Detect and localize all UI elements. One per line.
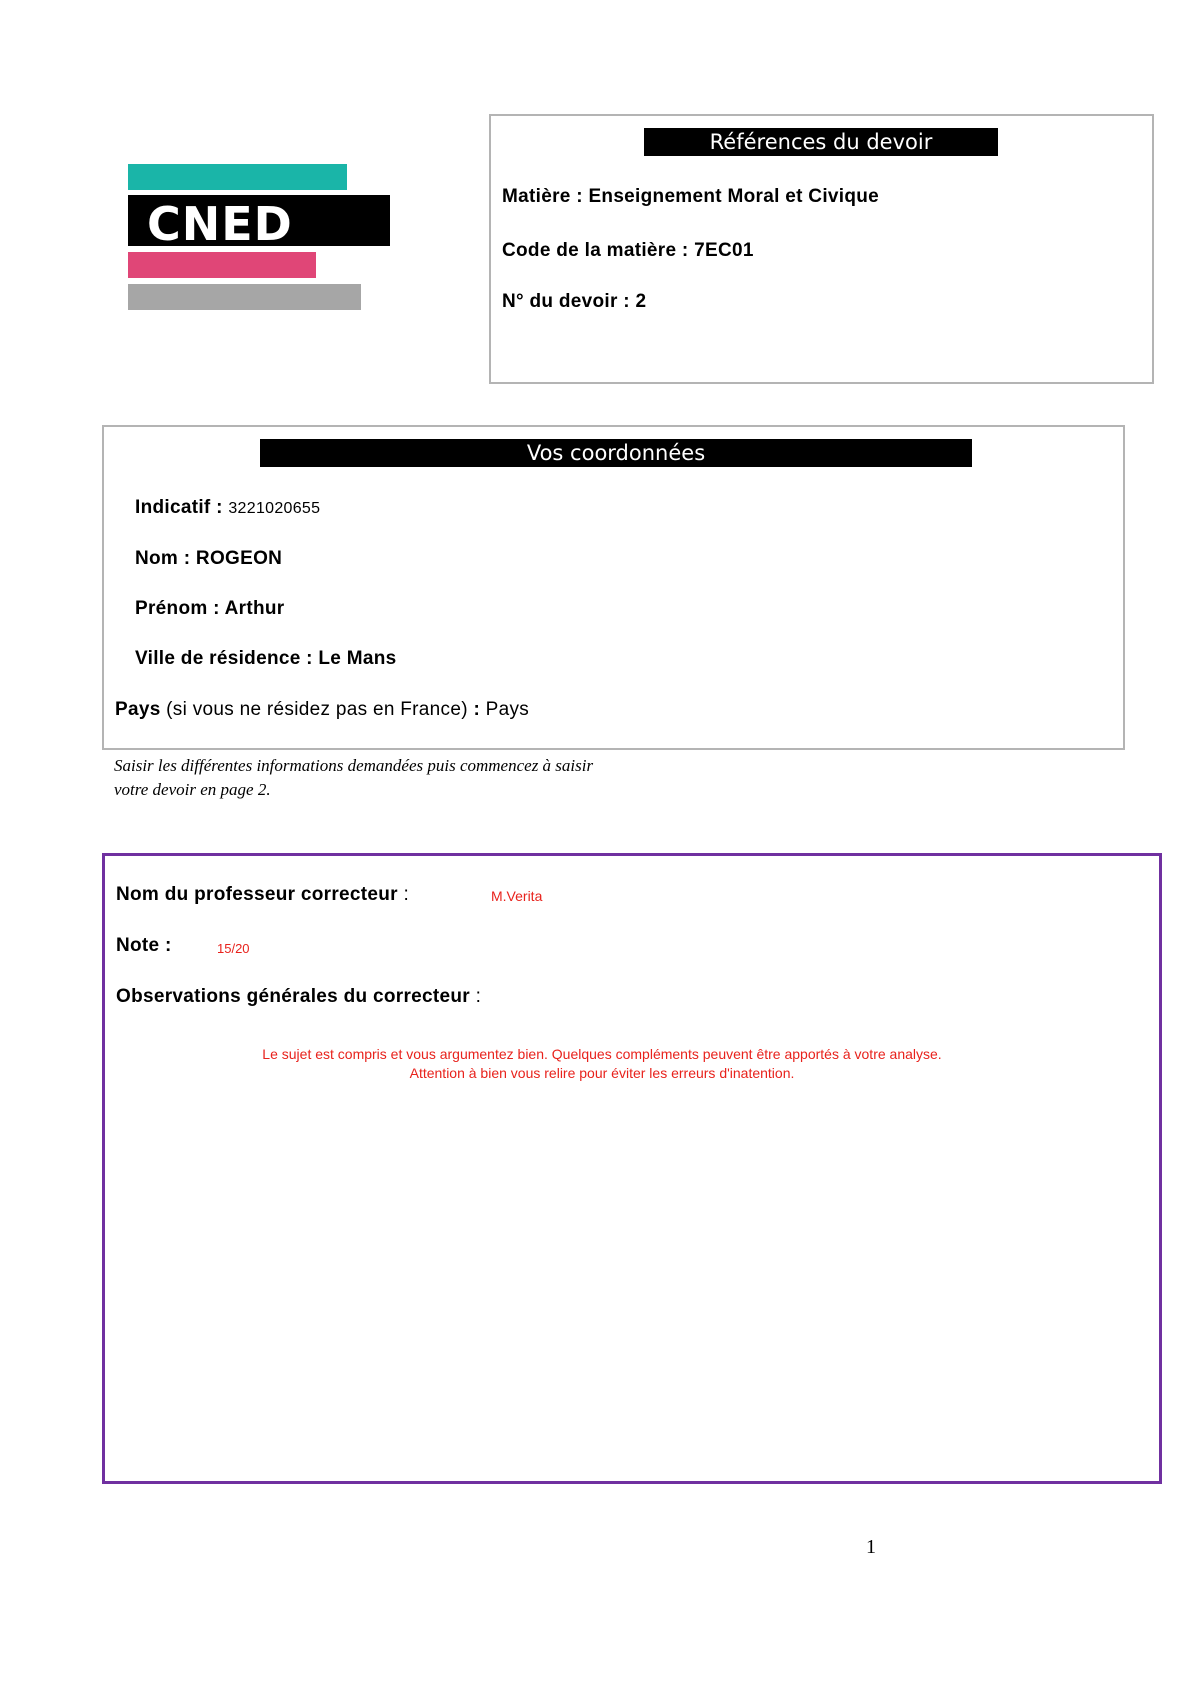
comment-line2: Attention à bien vous relire pour éviter les erreurs d'inatention. [409, 1065, 795, 1081]
indicatif-value[interactable]: 3221020655 [228, 500, 321, 517]
devoir-value[interactable]: 2 [635, 291, 647, 312]
pays-field [115, 699, 529, 721]
matiere-label: Matière : [502, 186, 583, 207]
pays-colon: : [473, 699, 481, 720]
prenom-label: Prénom : [135, 598, 220, 619]
professeur-colon: : [403, 884, 410, 905]
observations-colon: : [475, 986, 482, 1007]
instructions [114, 754, 593, 802]
coordonnees-box [102, 425, 1125, 750]
logo-teal-bar [128, 164, 347, 190]
instructions-line1: Saisir les différentes informations demandées puis commencez à saisir [114, 756, 594, 775]
logo-text: CNED [147, 197, 293, 251]
note-label: Note : [116, 935, 172, 956]
ville-label: Ville de résidence : [135, 648, 313, 669]
pays-label: Pays [115, 699, 161, 720]
observations-field [116, 986, 481, 1008]
code-label: Code de la matière : [502, 240, 689, 261]
pays-hint: (si vous ne résidez pas en France) [166, 699, 468, 720]
note-value[interactable]: 15/20 [217, 941, 250, 956]
devoir-field [502, 291, 646, 313]
page-number: 1 [866, 1536, 876, 1558]
ville-value[interactable]: Le Mans [318, 648, 397, 669]
code-field [502, 240, 754, 262]
professeur-value[interactable]: M.Verita [491, 888, 543, 904]
prenom-field [135, 598, 284, 620]
devoir-label: N° du devoir : [502, 291, 630, 312]
code-value[interactable]: 7EC01 [694, 240, 754, 261]
nom-value[interactable]: ROGEON [195, 548, 283, 569]
logo-gray-bar [128, 284, 361, 310]
comment-line1: Le sujet est compris et vous argumentez bien. Quelques compléments peuvent être apportés à votre analyse. [262, 1046, 942, 1062]
ville-field [135, 648, 397, 670]
coordonnees-title: Vos coordonnées [260, 439, 972, 467]
correcteur-comment[interactable] [127, 1045, 1077, 1083]
matiere-field [502, 186, 879, 208]
matiere-value[interactable]: Enseignement Moral et Civique [588, 186, 880, 207]
note-field [116, 935, 172, 957]
correction-box [102, 853, 1162, 1484]
observations-label: Observations générales du correcteur [116, 986, 470, 1007]
professeur-field [116, 884, 409, 906]
nom-label: Nom : [135, 548, 191, 569]
logo-pink-bar [128, 252, 316, 278]
indicatif-label: Indicatif : [135, 497, 223, 518]
instructions-line2: votre devoir en page 2. [114, 780, 271, 799]
nom-field [135, 548, 282, 570]
pays-value[interactable]: Pays [485, 699, 530, 720]
indicatif-field [135, 497, 320, 519]
professeur-label: Nom du professeur correcteur [116, 884, 398, 905]
prenom-value[interactable]: Arthur [224, 598, 285, 619]
references-box [489, 114, 1154, 384]
references-title: Références du devoir [644, 128, 998, 156]
